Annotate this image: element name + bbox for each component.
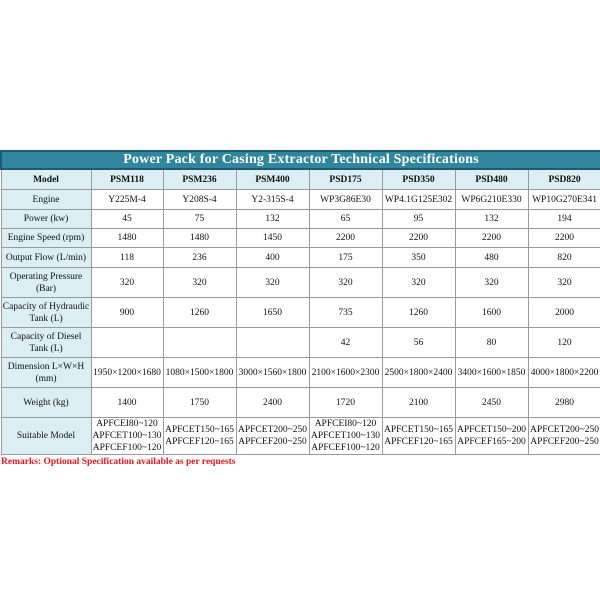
suitable-line: APFCEF120~165 [165,437,234,447]
cell [236,328,309,358]
cell: Y225M-4 [91,190,163,210]
cell: 2200 [528,229,600,248]
row-operating-pressure [1,268,600,298]
suitable-line: APFCEI80~120 [314,419,377,429]
cell: 56 [382,328,455,358]
suitable-line: APFCEF200~250 [530,437,599,447]
cell: 2980 [528,388,600,418]
cell [91,418,163,455]
column-header-psd820: PSD820 [528,169,600,190]
cell: 400 [236,248,309,268]
cell: 1750 [163,388,236,418]
cell: 1260 [163,298,236,328]
cell: 1600 [455,298,528,328]
suitable-line: APFCEF200~250 [238,437,307,447]
cell: 480 [455,248,528,268]
row-engine [1,190,600,210]
cell: 1260 [382,298,455,328]
remarks-row [1,455,600,469]
cell: 900 [91,298,163,328]
suitable-line: APFCET150~165 [164,425,234,435]
cell: 194 [528,210,600,229]
cell: 1650 [236,298,309,328]
cell: 1480 [163,229,236,248]
column-header-psd480: PSD480 [455,169,528,190]
column-header-psm118: PSM118 [91,169,163,190]
row-label: Engine Speed (rpm) [1,229,91,248]
row-label: Capacity of Hydraudic Tank (L) [1,298,91,328]
cell: 45 [91,210,163,229]
column-header-model: Model [1,169,91,190]
cell: WP4.1G125E302 [382,190,455,210]
cell: WP6G210E330 [455,190,528,210]
row-label: Power (kw) [1,210,91,229]
cell: 350 [382,248,455,268]
suitable-line: APFCET150~200 [456,425,526,435]
cell: 42 [309,328,382,358]
cell: 118 [91,248,163,268]
cell: 2500×1800×2400 [382,358,455,388]
suitable-line: APFCET200~250 [530,425,600,435]
column-header-psd350: PSD350 [382,169,455,190]
cell: 320 [163,268,236,298]
cell: 75 [163,210,236,229]
suitable-line: APFCET100~130 [92,431,162,441]
row-label: Engine [1,190,91,210]
suitable-line: APFCET150~165 [383,425,453,435]
suitable-line: APFCEF120~165 [384,437,453,447]
row-engine-speed [1,229,600,248]
cell: 1450 [236,229,309,248]
cell: Y208S-4 [163,190,236,210]
column-header-psm400: PSM400 [236,169,309,190]
cell [309,418,382,455]
row-label: Dimension L×W×H (mm) [1,358,91,388]
cell: 2400 [236,388,309,418]
row-dimension [1,358,600,388]
cell: 1950×1200×1680 [91,358,163,388]
row-label: Operating Pressure (Bar) [1,268,91,298]
cell: Y2-315S-4 [236,190,309,210]
row-suitable-model [1,418,600,455]
cell: 65 [309,210,382,229]
suitable-line: APFCET100~130 [310,431,380,441]
cell: 1720 [309,388,382,418]
column-header-psd175: PSD175 [309,169,382,190]
cell [455,418,528,455]
row-label: Output Flow (L/min) [1,248,91,268]
row-label: Weight (kg) [1,388,91,418]
cell: 2100×1600×2300 [309,358,382,388]
cell: 3000×1560×1800 [236,358,309,388]
row-label: Capacity of Diesel Tank (L) [1,328,91,358]
cell: 175 [309,248,382,268]
cell: 2200 [309,229,382,248]
cell: 4000×1800×2200 [528,358,600,388]
suitable-line: APFCEI80~120 [96,419,158,429]
cell: 3400×1600×1850 [455,358,528,388]
cell: 2000 [528,298,600,328]
cell: 1400 [91,388,163,418]
cell: 1080×1500×1800 [163,358,236,388]
cell: 2450 [455,388,528,418]
cell: 2100 [382,388,455,418]
cell: 320 [455,268,528,298]
cell: 1480 [91,229,163,248]
cell [528,418,600,455]
cell [163,418,236,455]
column-header-row [1,169,600,190]
remarks-text: Remarks: Optional Specification available as per requests [1,456,236,467]
cell: 320 [382,268,455,298]
cell: 132 [455,210,528,229]
spec-table [0,150,600,468]
cell: 120 [528,328,600,358]
cell: 2200 [382,229,455,248]
suitable-line: APFCEF100~120 [311,443,380,453]
table-title: Power Pack for Casing Extractor Technical Specifications [1,151,600,169]
row-hydraulic-tank [1,298,600,328]
cell: 320 [528,268,600,298]
cell: 735 [309,298,382,328]
suitable-line: APFCEF100~120 [92,443,162,453]
cell [382,418,455,455]
cell: 320 [91,268,163,298]
cell: WP3G86E30 [309,190,382,210]
column-header-psm236: PSM236 [163,169,236,190]
cell: 236 [163,248,236,268]
suitable-line: APFCEF165~200 [457,437,526,447]
cell: 320 [309,268,382,298]
cell: 80 [455,328,528,358]
row-output-flow [1,248,600,268]
cell [163,328,236,358]
cell: 820 [528,248,600,268]
cell [91,328,163,358]
cell: 132 [236,210,309,229]
cell: 2200 [455,229,528,248]
suitable-line: APFCET200~250 [237,425,307,435]
row-diesel-tank [1,328,600,358]
cell: WP10G270E341 [528,190,600,210]
cell [236,418,309,455]
row-label: Suitable Model [1,418,91,455]
cell: 95 [382,210,455,229]
title-row [1,151,600,169]
cell: 320 [236,268,309,298]
row-power [1,210,600,229]
row-weight [1,388,600,418]
